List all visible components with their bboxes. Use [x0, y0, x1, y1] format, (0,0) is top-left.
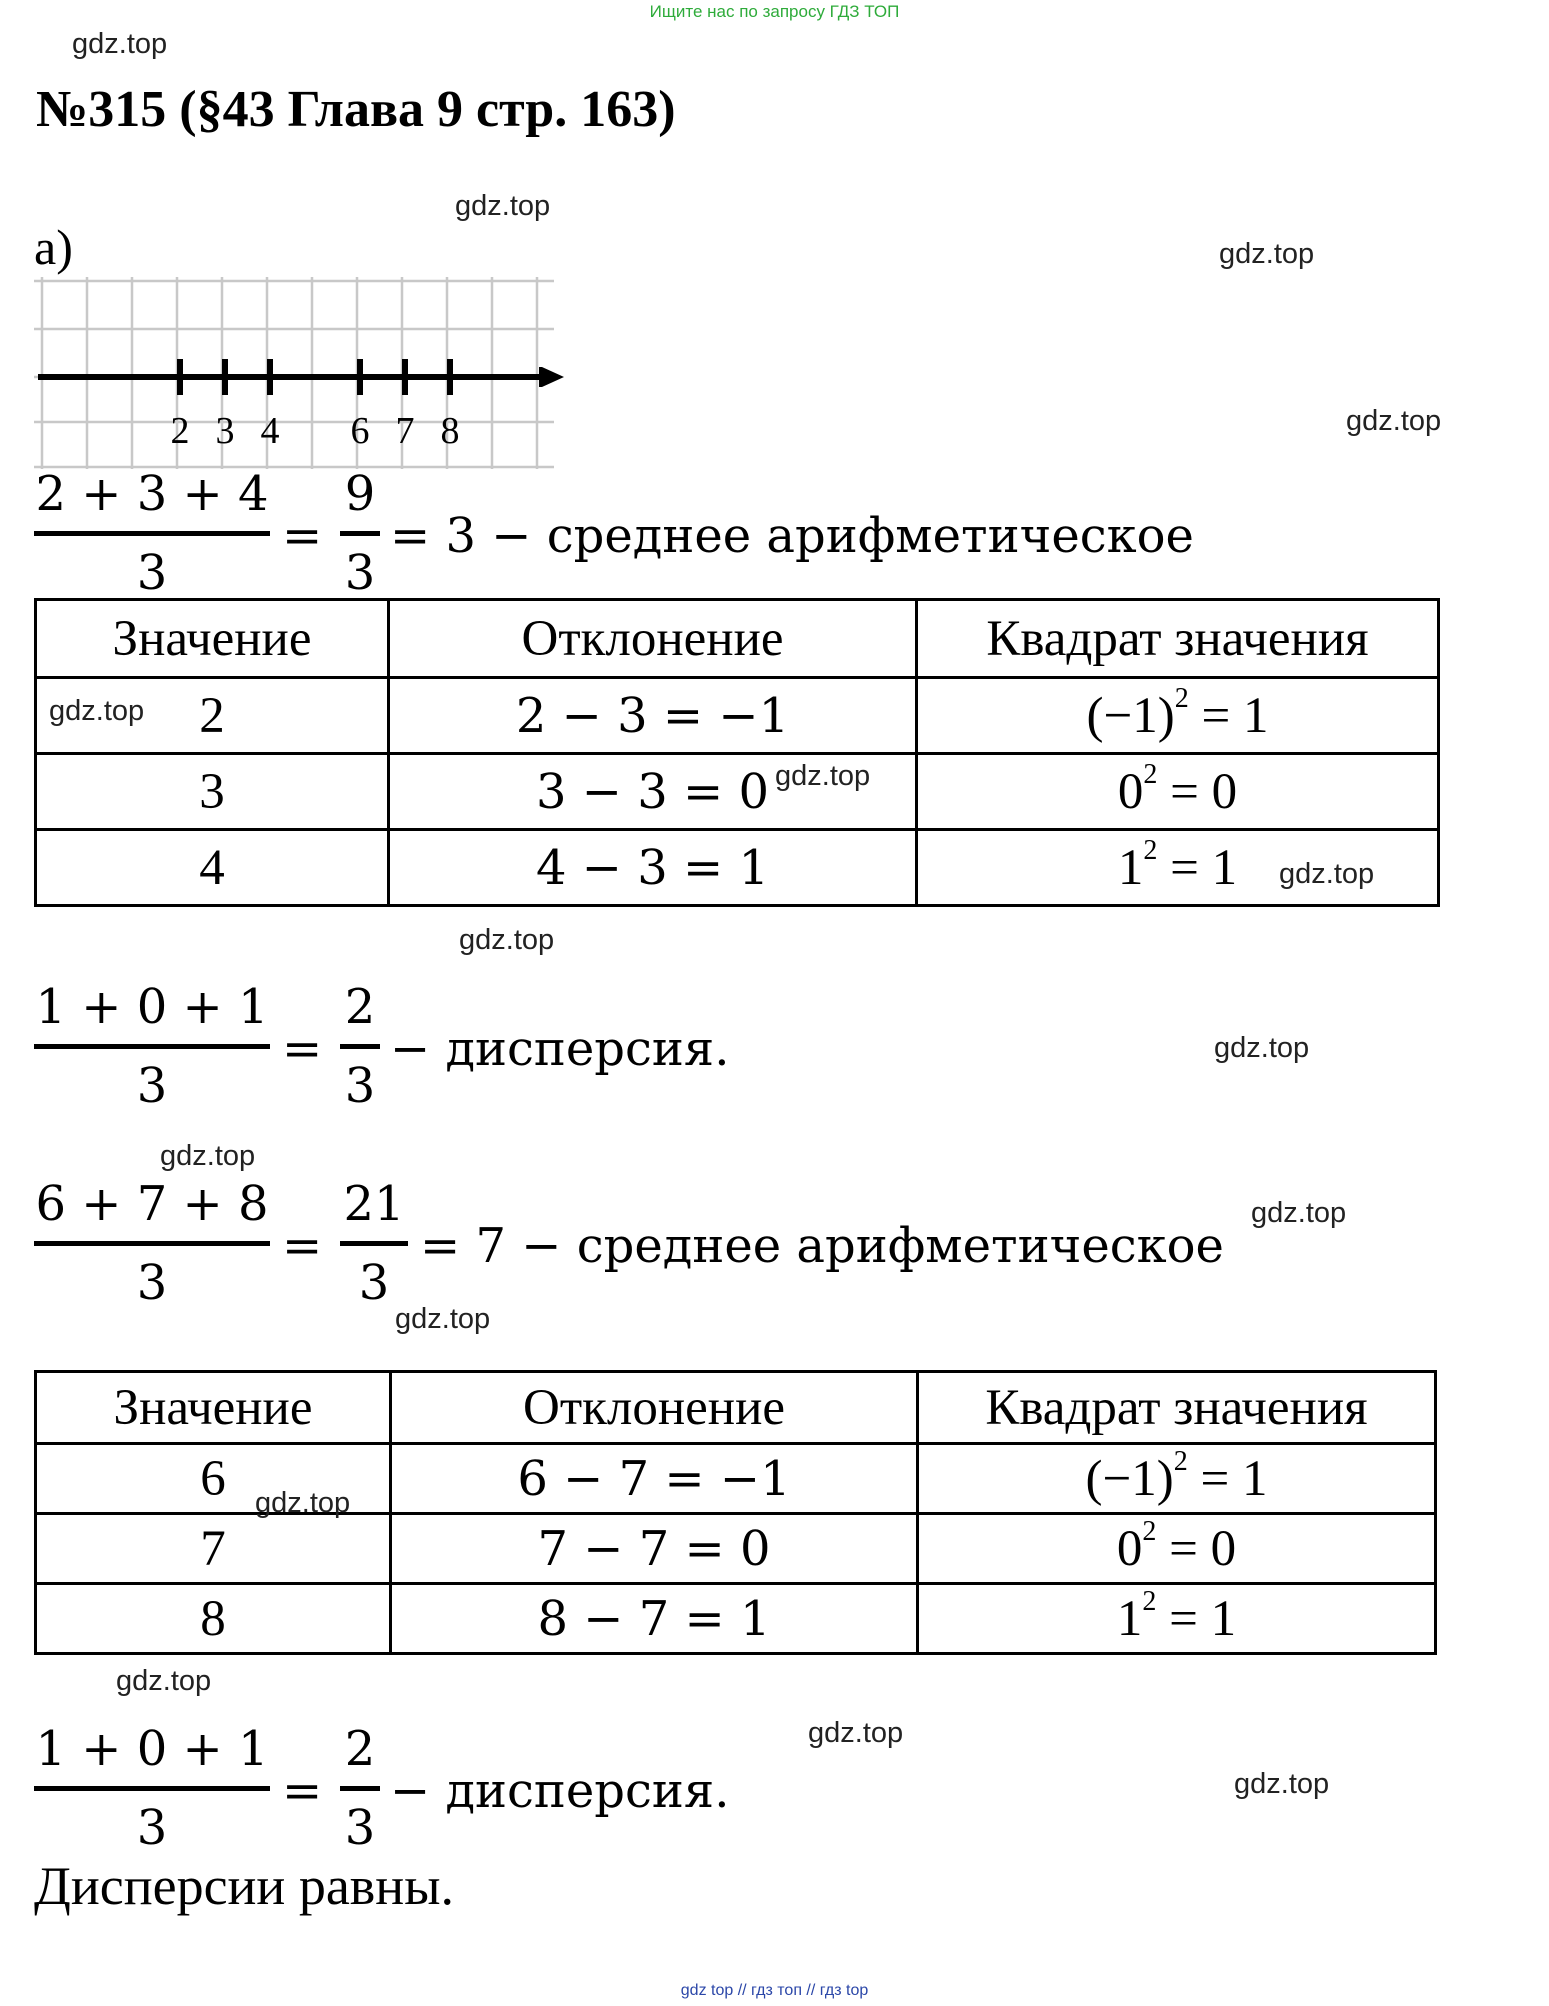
- numerator: 6 + 7 + 8: [35, 1176, 269, 1232]
- watermark: gdz.top: [455, 190, 551, 222]
- value-cell: 7: [36, 1514, 391, 1584]
- deviation-cell: 2 − 3 = −1: [389, 678, 917, 754]
- tick-label: 2: [170, 410, 190, 452]
- table-row: [36, 830, 1439, 906]
- table-row: [36, 1514, 1436, 1584]
- deviation-table-1: [34, 598, 1440, 907]
- watermark: gdz.top: [808, 1717, 904, 1749]
- denominator: 3: [344, 545, 376, 601]
- numerator: 2: [344, 1721, 376, 1777]
- denominator: 3: [136, 1800, 168, 1856]
- watermark: gdz.top: [395, 1303, 491, 1335]
- value-cell: 6: [36, 1444, 391, 1514]
- watermark: gdz.top: [1234, 1768, 1330, 1800]
- table-row: [36, 754, 1439, 830]
- watermark: gdz.top: [255, 1487, 351, 1519]
- numerator: 21: [343, 1176, 405, 1232]
- square-cell: $(-1)^2 = 1$: [917, 678, 1439, 754]
- watermark: gdz.top: [1214, 1032, 1310, 1064]
- column-header: Отклонение: [391, 1372, 918, 1444]
- watermark: gdz.top: [1346, 405, 1442, 437]
- square-cell: $(-1)^2 = 1$: [918, 1444, 1436, 1514]
- mean-result: = 7 − среднее арифметическое: [420, 1218, 1224, 1274]
- deviation-cell: 6 − 7 = −1: [391, 1444, 918, 1514]
- watermark: gdz.top: [1251, 1197, 1347, 1229]
- table-row: [36, 678, 1439, 754]
- value-cell: 3: [36, 754, 389, 830]
- denominator: 3: [136, 545, 168, 601]
- square-cell: $1^2 = 1$: [918, 1584, 1436, 1654]
- top-search-note: Ищите нас по запросу ГДЗ ТОП: [649, 2, 900, 21]
- watermark: gdz.top: [49, 695, 145, 727]
- square-cell: $1^2 = 1$: [917, 830, 1439, 906]
- square-cell: $0^2 = 0$: [918, 1514, 1436, 1584]
- column-header: Значение: [36, 1372, 391, 1444]
- watermark: gdz.top: [72, 28, 168, 60]
- denominator: 3: [344, 1058, 376, 1114]
- tick-label: 4: [260, 410, 280, 452]
- numerator: 1 + 0 + 1: [35, 1721, 269, 1777]
- denominator: 3: [136, 1255, 168, 1311]
- value-cell: 2: [36, 678, 389, 754]
- tick-label: 6: [350, 410, 370, 452]
- denominator: 3: [136, 1058, 168, 1114]
- numerator: 2 + 3 + 4: [35, 466, 269, 522]
- column-header: Значение: [36, 600, 389, 678]
- deviation-cell: 7 − 7 = 0: [391, 1514, 918, 1584]
- conclusion-text: Дисперсии равны.: [34, 1856, 454, 1916]
- numerator: 2: [344, 979, 376, 1035]
- value-cell: 4: [36, 830, 389, 906]
- table-row: [36, 1584, 1436, 1654]
- tick-label: 8: [440, 410, 460, 452]
- deviation-cell: 4 − 3 = 1: [389, 830, 917, 906]
- variance-result: − дисперсия.: [390, 1021, 730, 1077]
- tick-label: 3: [215, 410, 235, 452]
- variance-result: − дисперсия.: [390, 1763, 730, 1819]
- deviation-cell: 8 − 7 = 1: [391, 1584, 918, 1654]
- denominator: 3: [358, 1255, 390, 1311]
- mean-result: = 3 − среднее арифметическое: [390, 508, 1194, 564]
- denominator: 3: [344, 1800, 376, 1856]
- tick-label: 7: [395, 410, 415, 452]
- part-label: а): [34, 219, 73, 275]
- value-cell: 8: [36, 1584, 391, 1654]
- table-row: [36, 1444, 1436, 1514]
- watermark: gdz.top: [1279, 858, 1375, 890]
- deviation-table-2: [34, 1370, 1437, 1655]
- numerator: 1 + 0 + 1: [35, 979, 269, 1035]
- watermark: gdz.top: [116, 1665, 212, 1697]
- footer-links[interactable]: gdz top // гдз топ // гдз top: [680, 1982, 869, 1999]
- column-header: Квадрат значения: [917, 600, 1439, 678]
- column-header: Квадрат значения: [918, 1372, 1436, 1444]
- watermark: gdz.top: [775, 760, 871, 792]
- numerator: 9: [344, 466, 376, 522]
- page-title: №315 (§43 Глава 9 стр. 163): [36, 81, 676, 138]
- watermark: gdz.top: [160, 1140, 256, 1172]
- column-header: Отклонение: [389, 600, 917, 678]
- watermark: gdz.top: [1219, 238, 1315, 270]
- watermark: gdz.top: [459, 924, 555, 956]
- deviation-cell: 3 − 3 = 0: [389, 754, 917, 830]
- number-line-diagram: [34, 277, 564, 472]
- square-cell: $0^2 = 0$: [917, 754, 1439, 830]
